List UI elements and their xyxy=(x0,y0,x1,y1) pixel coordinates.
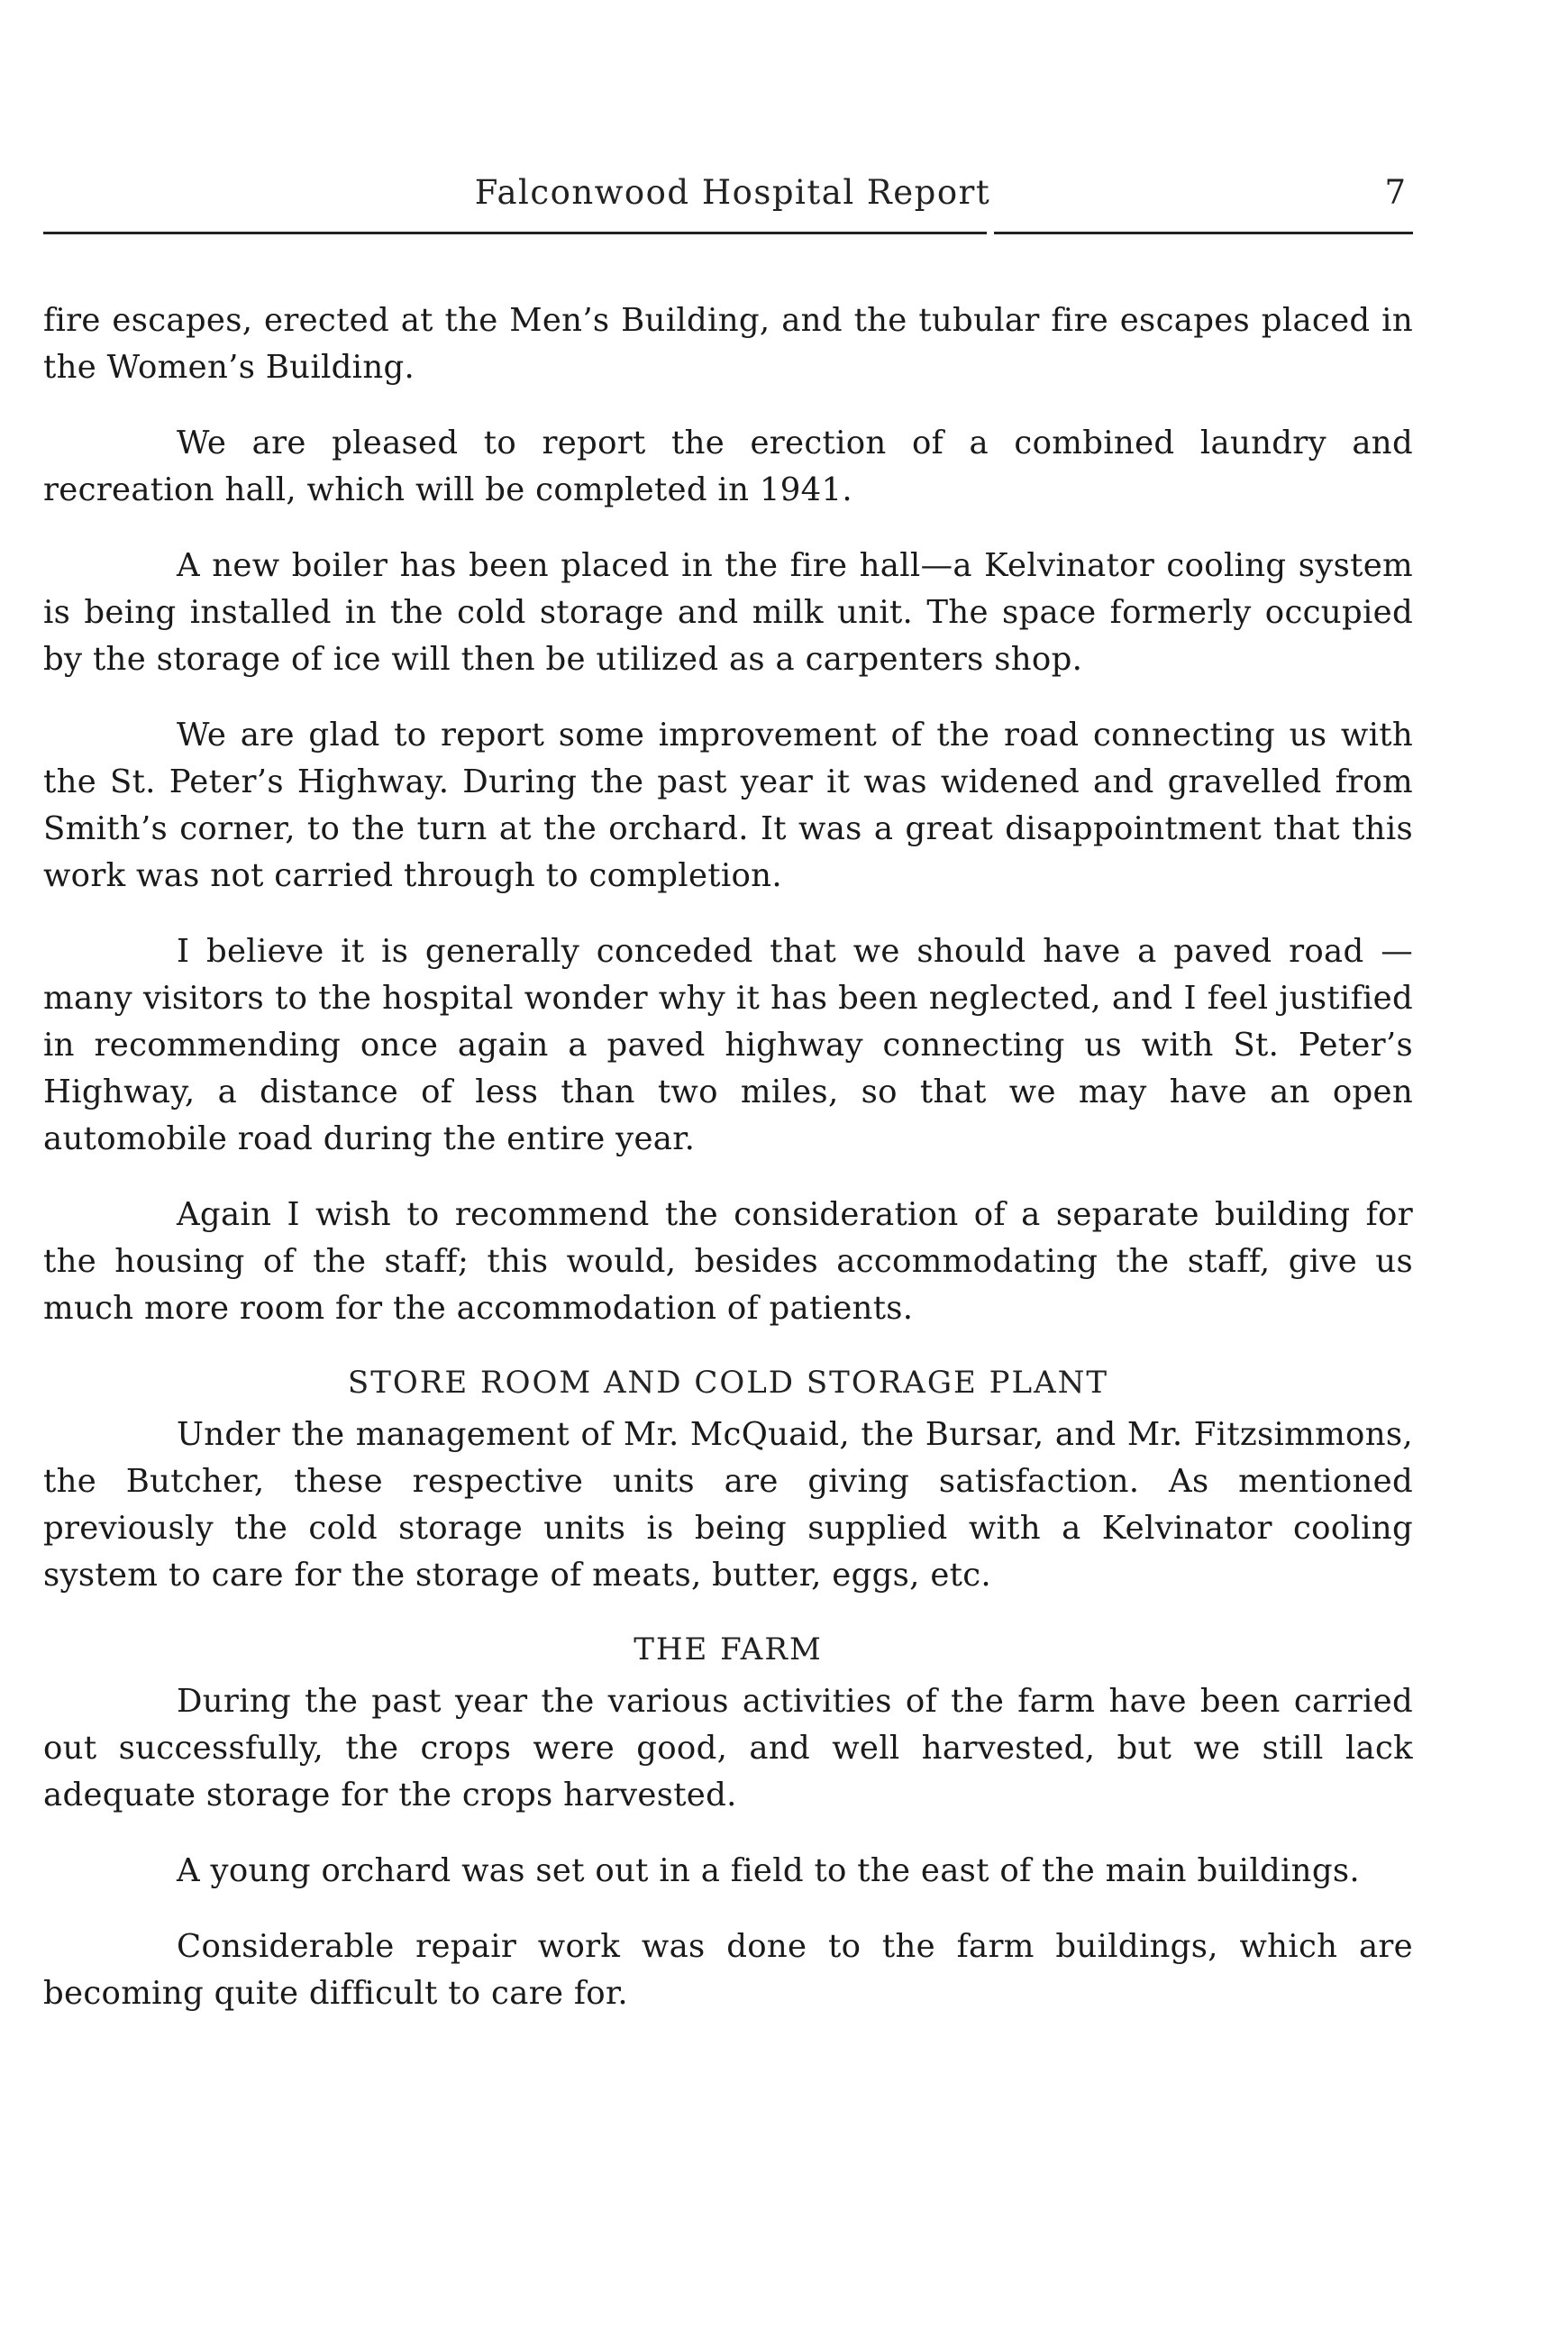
section-heading-farm: THE FARM xyxy=(634,1631,823,1668)
body-text xyxy=(43,297,1413,2046)
header-rule xyxy=(43,232,1413,234)
paragraph: We are glad to report some improvement of the road connecting us with the St. Peter’s Highway. During the past year it was widened and gravelled from Smith’s corner, to the turn at the orchard. It was a great disappointment that this work was not carried through to completion. xyxy=(43,717,1413,894)
paragraph: Again I wish to recommend the consideration of a separate building for the housing of the staff; this would, besides accommodating the staff, give us much more room for the accommodation of patients. xyxy=(43,1196,1413,1327)
page-number: 7 xyxy=(1384,173,1406,212)
paragraph: fire escapes, erected at the Men’s Building, and the tubular fire escapes placed in the Women’s Building. xyxy=(43,302,1413,386)
paragraph: Considerable repair work was done to the farm buildings, which are becoming quite difficult to care for. xyxy=(43,1928,1413,2012)
section-heading-store-room: STORE ROOM AND COLD STORAGE PLANT xyxy=(347,1365,1109,1401)
header-rule-gap xyxy=(987,231,994,235)
paragraph: A young orchard was set out in a field to the east of the main buildings. xyxy=(177,1852,1360,1889)
running-title: Falconwood Hospital Report xyxy=(474,173,991,212)
paragraph: Under the management of Mr. McQuaid, the Bursar, and Mr. Fitzsimmons, the Butcher, these respective units are giving satisfaction. As mentioned previously the cold storage units is being supplied with a Kelvinator cooling system to care for the storage of meats, butter, eggs, etc. xyxy=(43,1416,1413,1594)
running-header xyxy=(43,173,1422,227)
paragraph: I believe it is generally conceded that we should have a paved road —many visitors to the hospital wonder why it has been neglected, and I feel justified in recommending once again a paved highway connecting us with St. Peter’s Highway, a distance of less than two miles, so that we may have an open automobile road during the entire year. xyxy=(43,933,1413,1157)
paragraph: During the past year the various activities of the farm have been carried out successfully, the crops were good, and well harvested, but we still lack adequate storage for the crops harvested. xyxy=(43,1683,1413,1814)
paragraph: A new boiler has been placed in the fire hall—a Kelvinator cooling system is being installed in the cold storage and milk unit. The space formerly occupied by the storage of ice will then be utilized as a carpenters shop. xyxy=(43,547,1413,678)
paragraph: We are pleased to report the erection of a combined laundry and recreation hall, which will be completed in 1941. xyxy=(43,425,1413,508)
